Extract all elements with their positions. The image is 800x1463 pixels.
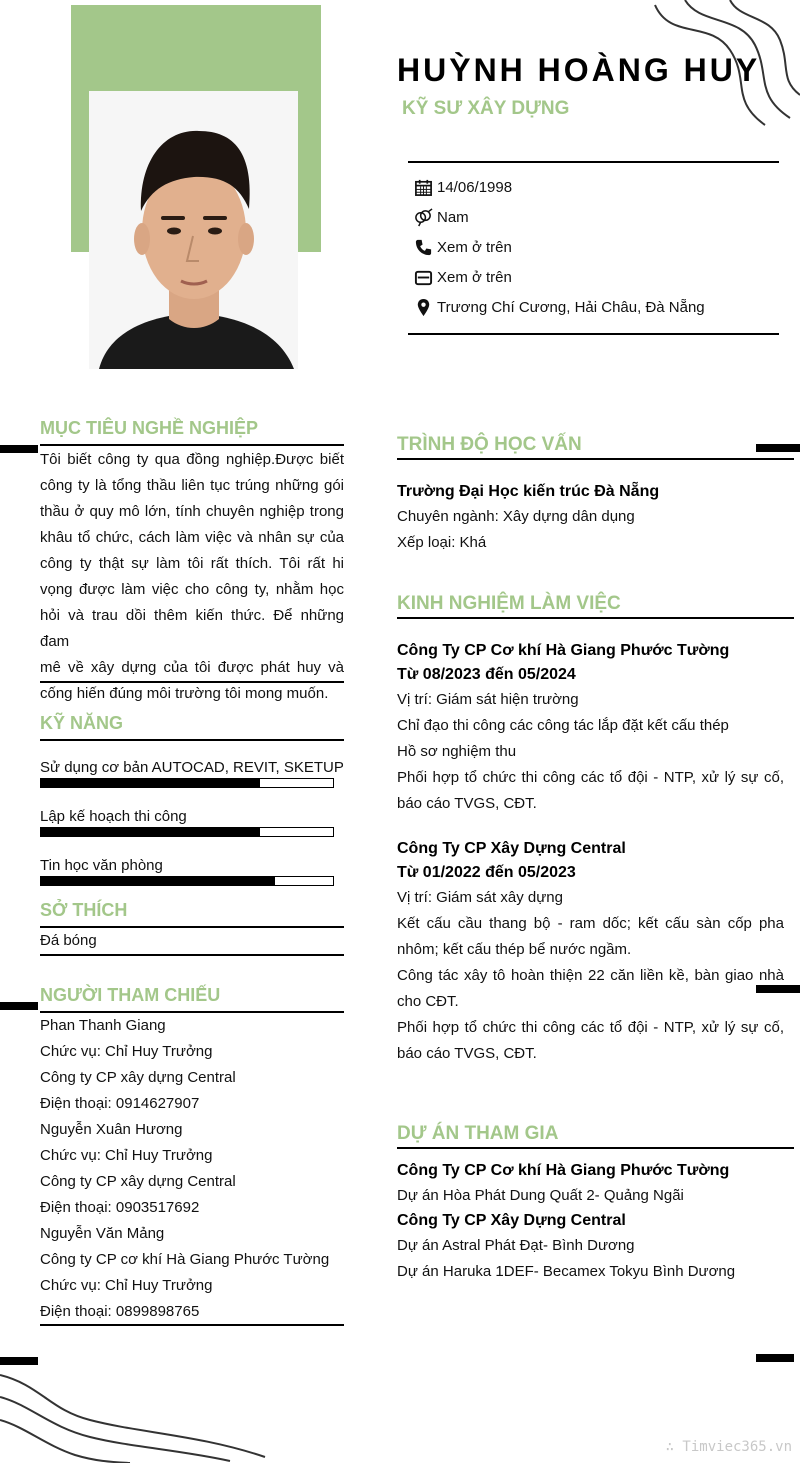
phone-icon xyxy=(412,237,434,257)
job-description: Vị trí: Giám sát hiện trường Chỉ đạo thi công các công tác lắp đặt kết cấu thép Hồ sơ nghiệm thu Phối hợp tổ chức thi công các tổ đội - NTP, xử lý sự cố, báo cáo TVGS, CĐT. xyxy=(397,691,784,812)
info-divider-top xyxy=(408,161,779,163)
job-title: KỸ SƯ XÂY DỰNG xyxy=(402,98,570,119)
info-address xyxy=(412,295,705,319)
objective-rule-bottom xyxy=(40,681,344,683)
reference-line: Chức vụ: Chỉ Huy Trưởng xyxy=(40,1277,213,1294)
project-item: Dự án Hòa Phát Dung Quất 2- Quảng Ngãi xyxy=(397,1187,684,1204)
skill-label: Lập kế hoạch thi công xyxy=(40,808,187,825)
skill-bar-fill xyxy=(41,877,275,885)
hobbies-rule-bottom xyxy=(40,954,344,956)
edge-tab xyxy=(756,444,800,452)
skills-heading: KỸ NĂNG xyxy=(40,713,124,733)
education-major: Chuyên ngành: Xây dựng dân dụng xyxy=(397,508,635,525)
project-item: Dự án Astral Phát Đạt- Bình Dương xyxy=(397,1237,635,1254)
info-email xyxy=(412,265,512,289)
projects-heading: DỰ ÁN THAM GIA xyxy=(397,1123,559,1144)
job-period: Từ 01/2022 đến 05/2023 xyxy=(397,864,576,881)
edge-tab xyxy=(0,1357,38,1365)
job-company: Công Ty CP Cơ khí Hà Giang Phước Tường xyxy=(397,642,730,659)
edge-tab xyxy=(0,1002,38,1010)
email-icon xyxy=(412,267,434,287)
skill-bar-fill xyxy=(41,828,260,836)
project-item: Dự án Haruka 1DEF- Becamex Tokyu Bình Dương xyxy=(397,1263,736,1280)
hobbies-heading: SỞ THÍCH xyxy=(40,900,128,920)
skills-rule xyxy=(40,739,344,741)
info-divider-bottom xyxy=(408,333,779,335)
reference-line: Chức vụ: Chỉ Huy Trưởng xyxy=(40,1147,213,1164)
reference-line: Nguyễn Văn Mảng xyxy=(40,1225,165,1242)
objective-heading: MỤC TIÊU NGHỀ NGHIỆP xyxy=(40,418,259,438)
skill-bar xyxy=(40,778,334,788)
portrait-photo xyxy=(89,91,298,369)
project-company: Công Ty CP Cơ khí Hà Giang Phước Tường xyxy=(397,1162,730,1179)
reference-line: Công ty CP xây dựng Central xyxy=(40,1173,236,1190)
calendar-icon xyxy=(412,177,434,197)
phone-value: Xem ở trên xyxy=(437,238,512,256)
reference-line: Nguyễn Xuân Hương xyxy=(40,1121,183,1138)
education-rank: Xếp loại: Khá xyxy=(397,534,487,551)
skill-label: Tin học văn phòng xyxy=(40,857,163,874)
education-rule xyxy=(397,458,794,460)
edge-tab xyxy=(756,1354,794,1362)
wave-decoration-bottom xyxy=(0,1365,280,1463)
skill-bar-fill xyxy=(41,779,260,787)
experience-heading: KINH NGHIỆM LÀM VIỆC xyxy=(397,593,621,614)
education-heading: TRÌNH ĐỘ HỌC VẤN xyxy=(397,434,582,455)
reference-line: Công ty CP xây dựng Central xyxy=(40,1069,236,1086)
hobby-item: Đá bóng xyxy=(40,932,97,949)
reference-line: Điện thoại: 0914627907 xyxy=(40,1095,200,1112)
skill-bar xyxy=(40,827,334,837)
job-period: Từ 08/2023 đến 05/2024 xyxy=(397,666,576,683)
reference-line: Điện thoại: 0903517692 xyxy=(40,1199,200,1216)
info-phone xyxy=(412,235,512,259)
candidate-name: HUỲNH HOÀNG HUY xyxy=(397,52,761,88)
skill-bar xyxy=(40,876,334,886)
job-description: Vị trí: Giám sát xây dựng Kết cấu cầu thang bộ - ram dốc; kết cấu sàn cốp pha nhôm; kết cấu thép bể nước ngầm. Công tác xây tô hoàn thiện 22 căn liền kề, bàn giao nhà cho CĐT. Phối hợp tổ chức thi công các tổ đội - NTP, xử lý sự cố, báo cáo TVGS, CĐT. xyxy=(397,889,784,1062)
references-rule-bottom xyxy=(40,1324,344,1326)
reference-line: Chức vụ: Chỉ Huy Trưởng xyxy=(40,1043,213,1060)
gender-value: Nam xyxy=(437,208,469,226)
skill-label: Sử dụng cơ bản AUTOCAD, REVIT, SKETUP xyxy=(40,759,344,776)
job-company: Công Ty CP Xây Dựng Central xyxy=(397,840,626,857)
reference-line: Phan Thanh Giang xyxy=(40,1017,166,1034)
experience-rule xyxy=(397,617,794,619)
reference-line: Công ty CP cơ khí Hà Giang Phước Tường xyxy=(40,1251,330,1268)
info-birthday xyxy=(412,175,512,199)
references-heading: NGƯỜI THAM CHIẾU xyxy=(40,985,221,1005)
objective-text: Tôi biết công ty qua đồng nghiệp.Được biết công ty là tổng thầu liên tục trúng những gói thầu ở quy mô lớn, tính chuyên nghiệp trong khâu tổ chức, cách làm việc và nhân sự của công ty thật sự làm tôi rất thích. Tôi rất hi vọng được làm việc cho công ty, nhằm học hỏi và trau dồi thêm kiến thức. Để những đam mê về xây dựng của tôi được phát huy và cống hiến đúng môi trường tôi mong muốn. xyxy=(40,451,344,702)
watermark: ∴ Timviec365.vn xyxy=(665,1439,792,1455)
info-gender xyxy=(412,205,469,229)
project-company: Công Ty CP Xây Dựng Central xyxy=(397,1212,626,1229)
reference-line: Điện thoại: 0899898765 xyxy=(40,1303,200,1320)
school-name: Trường Đại Học kiến trúc Đà Nẵng xyxy=(397,483,660,500)
email-value: Xem ở trên xyxy=(437,268,512,286)
address-value: Trương Chí Cương, Hải Châu, Đà Nẵng xyxy=(437,298,705,316)
gender-icon xyxy=(412,207,434,227)
references-list xyxy=(40,1013,344,1325)
avatar xyxy=(89,91,298,369)
birthday-value: 14/06/1998 xyxy=(437,178,513,196)
location-pin-icon xyxy=(412,297,434,317)
edge-tab xyxy=(0,445,38,453)
objective-rule xyxy=(40,444,344,446)
projects-rule xyxy=(397,1147,794,1149)
